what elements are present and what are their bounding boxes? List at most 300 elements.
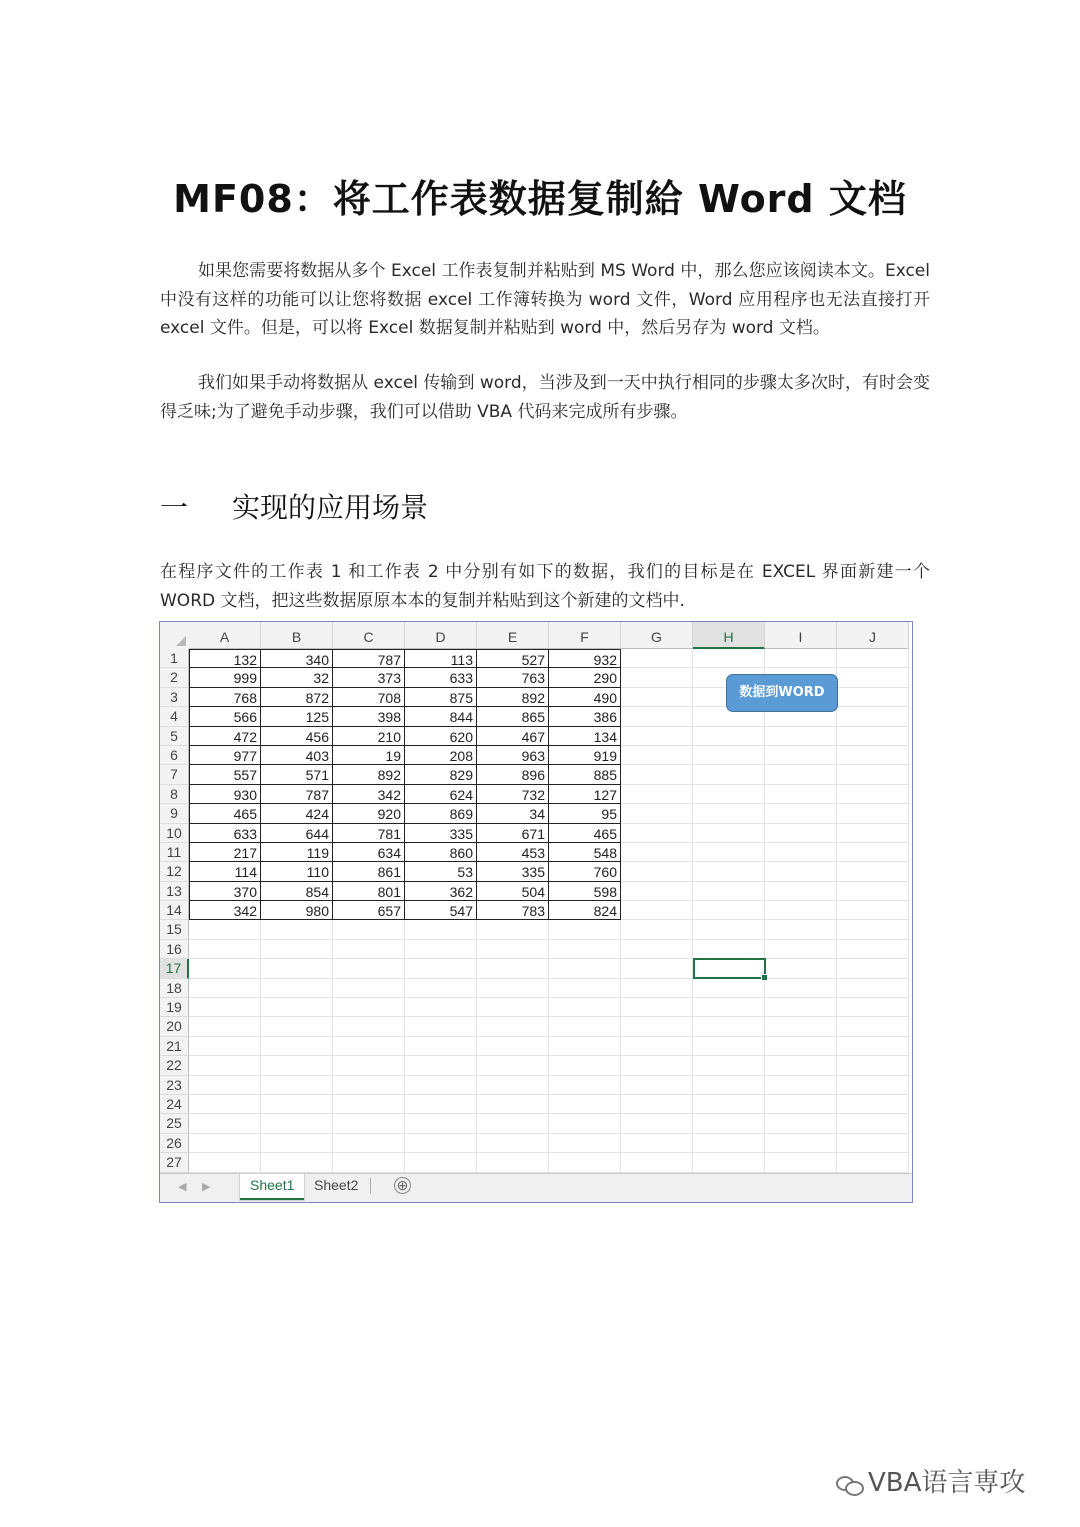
- column-header-g[interactable]: G: [621, 622, 693, 649]
- cell-a13[interactable]: 370: [189, 882, 261, 901]
- row-header-14[interactable]: 14: [160, 901, 189, 920]
- cell-a3[interactable]: 768: [189, 688, 261, 707]
- cell-f12[interactable]: 760: [549, 862, 621, 881]
- cell-d3[interactable]: 875: [405, 688, 477, 707]
- cell-g17[interactable]: [621, 959, 693, 978]
- cell-g6[interactable]: [621, 746, 693, 765]
- cell-i12[interactable]: [765, 862, 837, 881]
- cell-f21[interactable]: [549, 1037, 621, 1056]
- row-header-8[interactable]: 8: [160, 785, 189, 804]
- cell-d25[interactable]: [405, 1114, 477, 1133]
- cell-c23[interactable]: [333, 1076, 405, 1095]
- cell-f17[interactable]: [549, 959, 621, 978]
- active-cell-h17[interactable]: [693, 958, 766, 979]
- cell-d16[interactable]: [405, 940, 477, 959]
- cell-d5[interactable]: 620: [405, 727, 477, 746]
- cell-f8[interactable]: 127: [549, 785, 621, 804]
- cell-d21[interactable]: [405, 1037, 477, 1056]
- cell-d23[interactable]: [405, 1076, 477, 1095]
- cell-j17[interactable]: [837, 959, 909, 978]
- row-header-20[interactable]: 20: [160, 1017, 189, 1036]
- cell-e4[interactable]: 865: [477, 707, 549, 726]
- cell-g26[interactable]: [621, 1134, 693, 1153]
- cell-f1[interactable]: 932: [549, 649, 621, 668]
- cell-a8[interactable]: 930: [189, 785, 261, 804]
- cell-i22[interactable]: [765, 1056, 837, 1075]
- cell-d9[interactable]: 869: [405, 804, 477, 823]
- cell-i18[interactable]: [765, 979, 837, 998]
- column-header-e[interactable]: E: [477, 622, 549, 649]
- cell-a20[interactable]: [189, 1017, 261, 1036]
- cell-c22[interactable]: [333, 1056, 405, 1075]
- cell-a23[interactable]: [189, 1076, 261, 1095]
- cell-i6[interactable]: [765, 746, 837, 765]
- cell-g23[interactable]: [621, 1076, 693, 1095]
- cell-j23[interactable]: [837, 1076, 909, 1095]
- cell-i27[interactable]: [765, 1153, 837, 1172]
- cell-b15[interactable]: [261, 920, 333, 939]
- cell-d18[interactable]: [405, 979, 477, 998]
- cell-f13[interactable]: 598: [549, 882, 621, 901]
- cell-h7[interactable]: [693, 765, 765, 784]
- cell-i5[interactable]: [765, 727, 837, 746]
- cell-h19[interactable]: [693, 998, 765, 1017]
- column-header-h[interactable]: H: [693, 622, 765, 649]
- cell-j8[interactable]: [837, 785, 909, 804]
- cell-g2[interactable]: [621, 668, 693, 687]
- cell-b4[interactable]: 125: [261, 707, 333, 726]
- cell-c26[interactable]: [333, 1134, 405, 1153]
- cell-d4[interactable]: 844: [405, 707, 477, 726]
- cell-g21[interactable]: [621, 1037, 693, 1056]
- cell-d14[interactable]: 547: [405, 901, 477, 920]
- cell-a19[interactable]: [189, 998, 261, 1017]
- cell-d6[interactable]: 208: [405, 746, 477, 765]
- cell-c24[interactable]: [333, 1095, 405, 1114]
- cell-i26[interactable]: [765, 1134, 837, 1153]
- cell-j24[interactable]: [837, 1095, 909, 1114]
- row-header-1[interactable]: 1: [160, 649, 189, 668]
- column-header-j[interactable]: J: [837, 622, 909, 649]
- cell-g5[interactable]: [621, 727, 693, 746]
- cell-d7[interactable]: 829: [405, 765, 477, 784]
- cell-h22[interactable]: [693, 1056, 765, 1075]
- cell-h21[interactable]: [693, 1037, 765, 1056]
- cell-e12[interactable]: 335: [477, 862, 549, 881]
- cell-c3[interactable]: 708: [333, 688, 405, 707]
- row-header-27[interactable]: 27: [160, 1153, 189, 1172]
- cell-g19[interactable]: [621, 998, 693, 1017]
- cell-j26[interactable]: [837, 1134, 909, 1153]
- cell-d2[interactable]: 633: [405, 668, 477, 687]
- cell-b3[interactable]: 872: [261, 688, 333, 707]
- cell-f11[interactable]: 548: [549, 843, 621, 862]
- cell-e10[interactable]: 671: [477, 824, 549, 843]
- row-header-12[interactable]: 12: [160, 862, 189, 881]
- cell-g16[interactable]: [621, 940, 693, 959]
- cell-h11[interactable]: [693, 843, 765, 862]
- cell-e5[interactable]: 467: [477, 727, 549, 746]
- cell-b11[interactable]: 119: [261, 843, 333, 862]
- cell-g15[interactable]: [621, 920, 693, 939]
- cell-h14[interactable]: [693, 901, 765, 920]
- cell-g3[interactable]: [621, 688, 693, 707]
- cell-c9[interactable]: 920: [333, 804, 405, 823]
- cell-i25[interactable]: [765, 1114, 837, 1133]
- cell-c7[interactable]: 892: [333, 765, 405, 784]
- cell-a25[interactable]: [189, 1114, 261, 1133]
- cell-g7[interactable]: [621, 765, 693, 784]
- cell-d27[interactable]: [405, 1153, 477, 1172]
- cell-h10[interactable]: [693, 824, 765, 843]
- cell-b17[interactable]: [261, 959, 333, 978]
- cell-e1[interactable]: 527: [477, 649, 549, 668]
- cell-h26[interactable]: [693, 1134, 765, 1153]
- cell-a16[interactable]: [189, 940, 261, 959]
- cell-c16[interactable]: [333, 940, 405, 959]
- cell-i11[interactable]: [765, 843, 837, 862]
- cell-h18[interactable]: [693, 979, 765, 998]
- cell-a9[interactable]: 465: [189, 804, 261, 823]
- cell-d12[interactable]: 53: [405, 862, 477, 881]
- cell-f5[interactable]: 134: [549, 727, 621, 746]
- cell-g9[interactable]: [621, 804, 693, 823]
- cell-b20[interactable]: [261, 1017, 333, 1036]
- cell-h13[interactable]: [693, 882, 765, 901]
- cell-c18[interactable]: [333, 979, 405, 998]
- cell-d19[interactable]: [405, 998, 477, 1017]
- cell-g20[interactable]: [621, 1017, 693, 1036]
- cell-b13[interactable]: 854: [261, 882, 333, 901]
- cell-j4[interactable]: [837, 707, 909, 726]
- column-header-a[interactable]: A: [189, 622, 261, 649]
- cell-c15[interactable]: [333, 920, 405, 939]
- row-header-22[interactable]: 22: [160, 1056, 189, 1075]
- cell-g14[interactable]: [621, 901, 693, 920]
- cell-e25[interactable]: [477, 1114, 549, 1133]
- data-to-word-button[interactable]: 数据到WORD: [726, 674, 838, 712]
- cell-e6[interactable]: 963: [477, 746, 549, 765]
- row-header-25[interactable]: 25: [160, 1114, 189, 1133]
- cell-j3[interactable]: [837, 688, 909, 707]
- sheet-tab-sheet2[interactable]: Sheet2: [314, 1177, 359, 1193]
- cell-a17[interactable]: [189, 959, 261, 978]
- row-header-18[interactable]: 18: [160, 979, 189, 998]
- cell-j2[interactable]: [837, 668, 909, 687]
- cell-g11[interactable]: [621, 843, 693, 862]
- cell-f10[interactable]: 465: [549, 824, 621, 843]
- cell-b6[interactable]: 403: [261, 746, 333, 765]
- cell-e17[interactable]: [477, 959, 549, 978]
- cell-f19[interactable]: [549, 998, 621, 1017]
- cell-e7[interactable]: 896: [477, 765, 549, 784]
- cell-i21[interactable]: [765, 1037, 837, 1056]
- cell-c20[interactable]: [333, 1017, 405, 1036]
- cell-h27[interactable]: [693, 1153, 765, 1172]
- row-header-24[interactable]: 24: [160, 1095, 189, 1114]
- cell-f9[interactable]: 95: [549, 804, 621, 823]
- cell-g25[interactable]: [621, 1114, 693, 1133]
- cell-e14[interactable]: 783: [477, 901, 549, 920]
- cell-c6[interactable]: 19: [333, 746, 405, 765]
- cell-d20[interactable]: [405, 1017, 477, 1036]
- cell-h1[interactable]: [693, 649, 765, 668]
- cell-i24[interactable]: [765, 1095, 837, 1114]
- cell-e11[interactable]: 453: [477, 843, 549, 862]
- cell-f27[interactable]: [549, 1153, 621, 1172]
- cell-f7[interactable]: 885: [549, 765, 621, 784]
- cell-f2[interactable]: 290: [549, 668, 621, 687]
- cell-h23[interactable]: [693, 1076, 765, 1095]
- cell-e3[interactable]: 892: [477, 688, 549, 707]
- cell-c14[interactable]: 657: [333, 901, 405, 920]
- cell-c17[interactable]: [333, 959, 405, 978]
- cell-b1[interactable]: 340: [261, 649, 333, 668]
- cell-g27[interactable]: [621, 1153, 693, 1172]
- cell-e26[interactable]: [477, 1134, 549, 1153]
- cell-i13[interactable]: [765, 882, 837, 901]
- cell-a18[interactable]: [189, 979, 261, 998]
- cell-e24[interactable]: [477, 1095, 549, 1114]
- cell-e19[interactable]: [477, 998, 549, 1017]
- cell-a2[interactable]: 999: [189, 668, 261, 687]
- cell-a4[interactable]: 566: [189, 707, 261, 726]
- cell-h8[interactable]: [693, 785, 765, 804]
- cell-a1[interactable]: 132: [189, 649, 261, 668]
- cell-b7[interactable]: 571: [261, 765, 333, 784]
- cell-a26[interactable]: [189, 1134, 261, 1153]
- column-header-b[interactable]: B: [261, 622, 333, 649]
- cell-b10[interactable]: 644: [261, 824, 333, 843]
- cell-b18[interactable]: [261, 979, 333, 998]
- cell-f16[interactable]: [549, 940, 621, 959]
- cell-a7[interactable]: 557: [189, 765, 261, 784]
- cell-h16[interactable]: [693, 940, 765, 959]
- cell-e15[interactable]: [477, 920, 549, 939]
- cell-j10[interactable]: [837, 824, 909, 843]
- cell-c13[interactable]: 801: [333, 882, 405, 901]
- cell-j9[interactable]: [837, 804, 909, 823]
- cell-e21[interactable]: [477, 1037, 549, 1056]
- cell-b16[interactable]: [261, 940, 333, 959]
- cell-j27[interactable]: [837, 1153, 909, 1172]
- cell-i16[interactable]: [765, 940, 837, 959]
- cell-i7[interactable]: [765, 765, 837, 784]
- cell-g1[interactable]: [621, 649, 693, 668]
- cell-c5[interactable]: 210: [333, 727, 405, 746]
- cell-a6[interactable]: 977: [189, 746, 261, 765]
- cell-b9[interactable]: 424: [261, 804, 333, 823]
- cell-e18[interactable]: [477, 979, 549, 998]
- cell-d17[interactable]: [405, 959, 477, 978]
- cell-g8[interactable]: [621, 785, 693, 804]
- cell-d1[interactable]: 113: [405, 649, 477, 668]
- sheet-nav-next-icon[interactable]: ▶: [202, 1181, 211, 1193]
- cell-b26[interactable]: [261, 1134, 333, 1153]
- cell-b8[interactable]: 787: [261, 785, 333, 804]
- row-header-5[interactable]: 5: [160, 727, 189, 746]
- row-header-15[interactable]: 15: [160, 920, 189, 939]
- cell-b27[interactable]: [261, 1153, 333, 1172]
- cell-j5[interactable]: [837, 727, 909, 746]
- cell-i17[interactable]: [765, 959, 837, 978]
- cell-b21[interactable]: [261, 1037, 333, 1056]
- cell-i1[interactable]: [765, 649, 837, 668]
- cell-c19[interactable]: [333, 998, 405, 1017]
- cell-i15[interactable]: [765, 920, 837, 939]
- cell-j21[interactable]: [837, 1037, 909, 1056]
- row-header-3[interactable]: 3: [160, 688, 189, 707]
- cell-j22[interactable]: [837, 1056, 909, 1075]
- cell-g22[interactable]: [621, 1056, 693, 1075]
- cell-h12[interactable]: [693, 862, 765, 881]
- cell-a12[interactable]: 114: [189, 862, 261, 881]
- cell-b12[interactable]: 110: [261, 862, 333, 881]
- sheet-tab-sheet1[interactable]: Sheet1: [240, 1174, 304, 1200]
- select-all-corner[interactable]: [160, 622, 190, 650]
- cell-c25[interactable]: [333, 1114, 405, 1133]
- cell-e16[interactable]: [477, 940, 549, 959]
- cell-f25[interactable]: [549, 1114, 621, 1133]
- cell-f24[interactable]: [549, 1095, 621, 1114]
- cell-b22[interactable]: [261, 1056, 333, 1075]
- cell-d22[interactable]: [405, 1056, 477, 1075]
- cell-h20[interactable]: [693, 1017, 765, 1036]
- cell-b24[interactable]: [261, 1095, 333, 1114]
- cell-h6[interactable]: [693, 746, 765, 765]
- cell-c11[interactable]: 634: [333, 843, 405, 862]
- column-header-i[interactable]: I: [765, 622, 837, 649]
- cell-i10[interactable]: [765, 824, 837, 843]
- sheet-nav-prev-icon[interactable]: ◀: [178, 1181, 187, 1193]
- cell-f26[interactable]: [549, 1134, 621, 1153]
- cell-j14[interactable]: [837, 901, 909, 920]
- cell-h24[interactable]: [693, 1095, 765, 1114]
- cell-a10[interactable]: 633: [189, 824, 261, 843]
- cell-f15[interactable]: [549, 920, 621, 939]
- cell-g13[interactable]: [621, 882, 693, 901]
- cell-d10[interactable]: 335: [405, 824, 477, 843]
- cell-j6[interactable]: [837, 746, 909, 765]
- cell-f3[interactable]: 490: [549, 688, 621, 707]
- row-header-23[interactable]: 23: [160, 1076, 189, 1095]
- cell-e13[interactable]: 504: [477, 882, 549, 901]
- row-header-26[interactable]: 26: [160, 1134, 189, 1153]
- add-sheet-icon[interactable]: ⊕: [394, 1177, 411, 1194]
- cell-c4[interactable]: 398: [333, 707, 405, 726]
- cell-b5[interactable]: 456: [261, 727, 333, 746]
- cell-c12[interactable]: 861: [333, 862, 405, 881]
- cell-e2[interactable]: 763: [477, 668, 549, 687]
- cell-c21[interactable]: [333, 1037, 405, 1056]
- cell-d15[interactable]: [405, 920, 477, 939]
- cell-b23[interactable]: [261, 1076, 333, 1095]
- cell-c1[interactable]: 787: [333, 649, 405, 668]
- cell-e20[interactable]: [477, 1017, 549, 1036]
- cell-a27[interactable]: [189, 1153, 261, 1172]
- cell-e9[interactable]: 34: [477, 804, 549, 823]
- cell-g18[interactable]: [621, 979, 693, 998]
- cell-f23[interactable]: [549, 1076, 621, 1095]
- cell-j25[interactable]: [837, 1114, 909, 1133]
- cell-g12[interactable]: [621, 862, 693, 881]
- cell-j15[interactable]: [837, 920, 909, 939]
- cell-i19[interactable]: [765, 998, 837, 1017]
- row-header-17[interactable]: 17: [160, 959, 189, 978]
- cell-j12[interactable]: [837, 862, 909, 881]
- cell-f22[interactable]: [549, 1056, 621, 1075]
- cell-g24[interactable]: [621, 1095, 693, 1114]
- cell-a15[interactable]: [189, 920, 261, 939]
- row-header-9[interactable]: 9: [160, 804, 189, 823]
- row-header-7[interactable]: 7: [160, 765, 189, 784]
- cell-j18[interactable]: [837, 979, 909, 998]
- cell-j7[interactable]: [837, 765, 909, 784]
- cell-c10[interactable]: 781: [333, 824, 405, 843]
- row-header-13[interactable]: 13: [160, 882, 189, 901]
- row-header-19[interactable]: 19: [160, 998, 189, 1017]
- cell-f4[interactable]: 386: [549, 707, 621, 726]
- row-header-10[interactable]: 10: [160, 824, 189, 843]
- cell-a24[interactable]: [189, 1095, 261, 1114]
- cell-b19[interactable]: [261, 998, 333, 1017]
- row-header-2[interactable]: 2: [160, 668, 189, 687]
- cell-j1[interactable]: [837, 649, 909, 668]
- cell-a22[interactable]: [189, 1056, 261, 1075]
- cell-j20[interactable]: [837, 1017, 909, 1036]
- cell-d11[interactable]: 860: [405, 843, 477, 862]
- cell-h25[interactable]: [693, 1114, 765, 1133]
- cell-g4[interactable]: [621, 707, 693, 726]
- cell-g10[interactable]: [621, 824, 693, 843]
- cell-a5[interactable]: 472: [189, 727, 261, 746]
- cell-f6[interactable]: 919: [549, 746, 621, 765]
- column-header-f[interactable]: F: [549, 622, 621, 649]
- row-header-16[interactable]: 16: [160, 940, 189, 959]
- cell-a21[interactable]: [189, 1037, 261, 1056]
- cell-j13[interactable]: [837, 882, 909, 901]
- cell-d24[interactable]: [405, 1095, 477, 1114]
- column-header-d[interactable]: D: [405, 622, 477, 649]
- cell-i14[interactable]: [765, 901, 837, 920]
- cell-j11[interactable]: [837, 843, 909, 862]
- cell-e27[interactable]: [477, 1153, 549, 1172]
- cell-a14[interactable]: 342: [189, 901, 261, 920]
- cell-c2[interactable]: 373: [333, 668, 405, 687]
- column-header-c[interactable]: C: [333, 622, 405, 649]
- cell-f14[interactable]: 824: [549, 901, 621, 920]
- cell-b14[interactable]: 980: [261, 901, 333, 920]
- cell-c8[interactable]: 342: [333, 785, 405, 804]
- cell-j19[interactable]: [837, 998, 909, 1017]
- cell-b2[interactable]: 32: [261, 668, 333, 687]
- cell-b25[interactable]: [261, 1114, 333, 1133]
- cell-i23[interactable]: [765, 1076, 837, 1095]
- row-header-11[interactable]: 11: [160, 843, 189, 862]
- cell-j16[interactable]: [837, 940, 909, 959]
- cell-d13[interactable]: 362: [405, 882, 477, 901]
- cell-i9[interactable]: [765, 804, 837, 823]
- cell-h9[interactable]: [693, 804, 765, 823]
- cell-a11[interactable]: 217: [189, 843, 261, 862]
- cell-i8[interactable]: [765, 785, 837, 804]
- cell-h15[interactable]: [693, 920, 765, 939]
- cell-d26[interactable]: [405, 1134, 477, 1153]
- cell-i20[interactable]: [765, 1017, 837, 1036]
- cell-e23[interactable]: [477, 1076, 549, 1095]
- cell-c27[interactable]: [333, 1153, 405, 1172]
- row-header-21[interactable]: 21: [160, 1037, 189, 1056]
